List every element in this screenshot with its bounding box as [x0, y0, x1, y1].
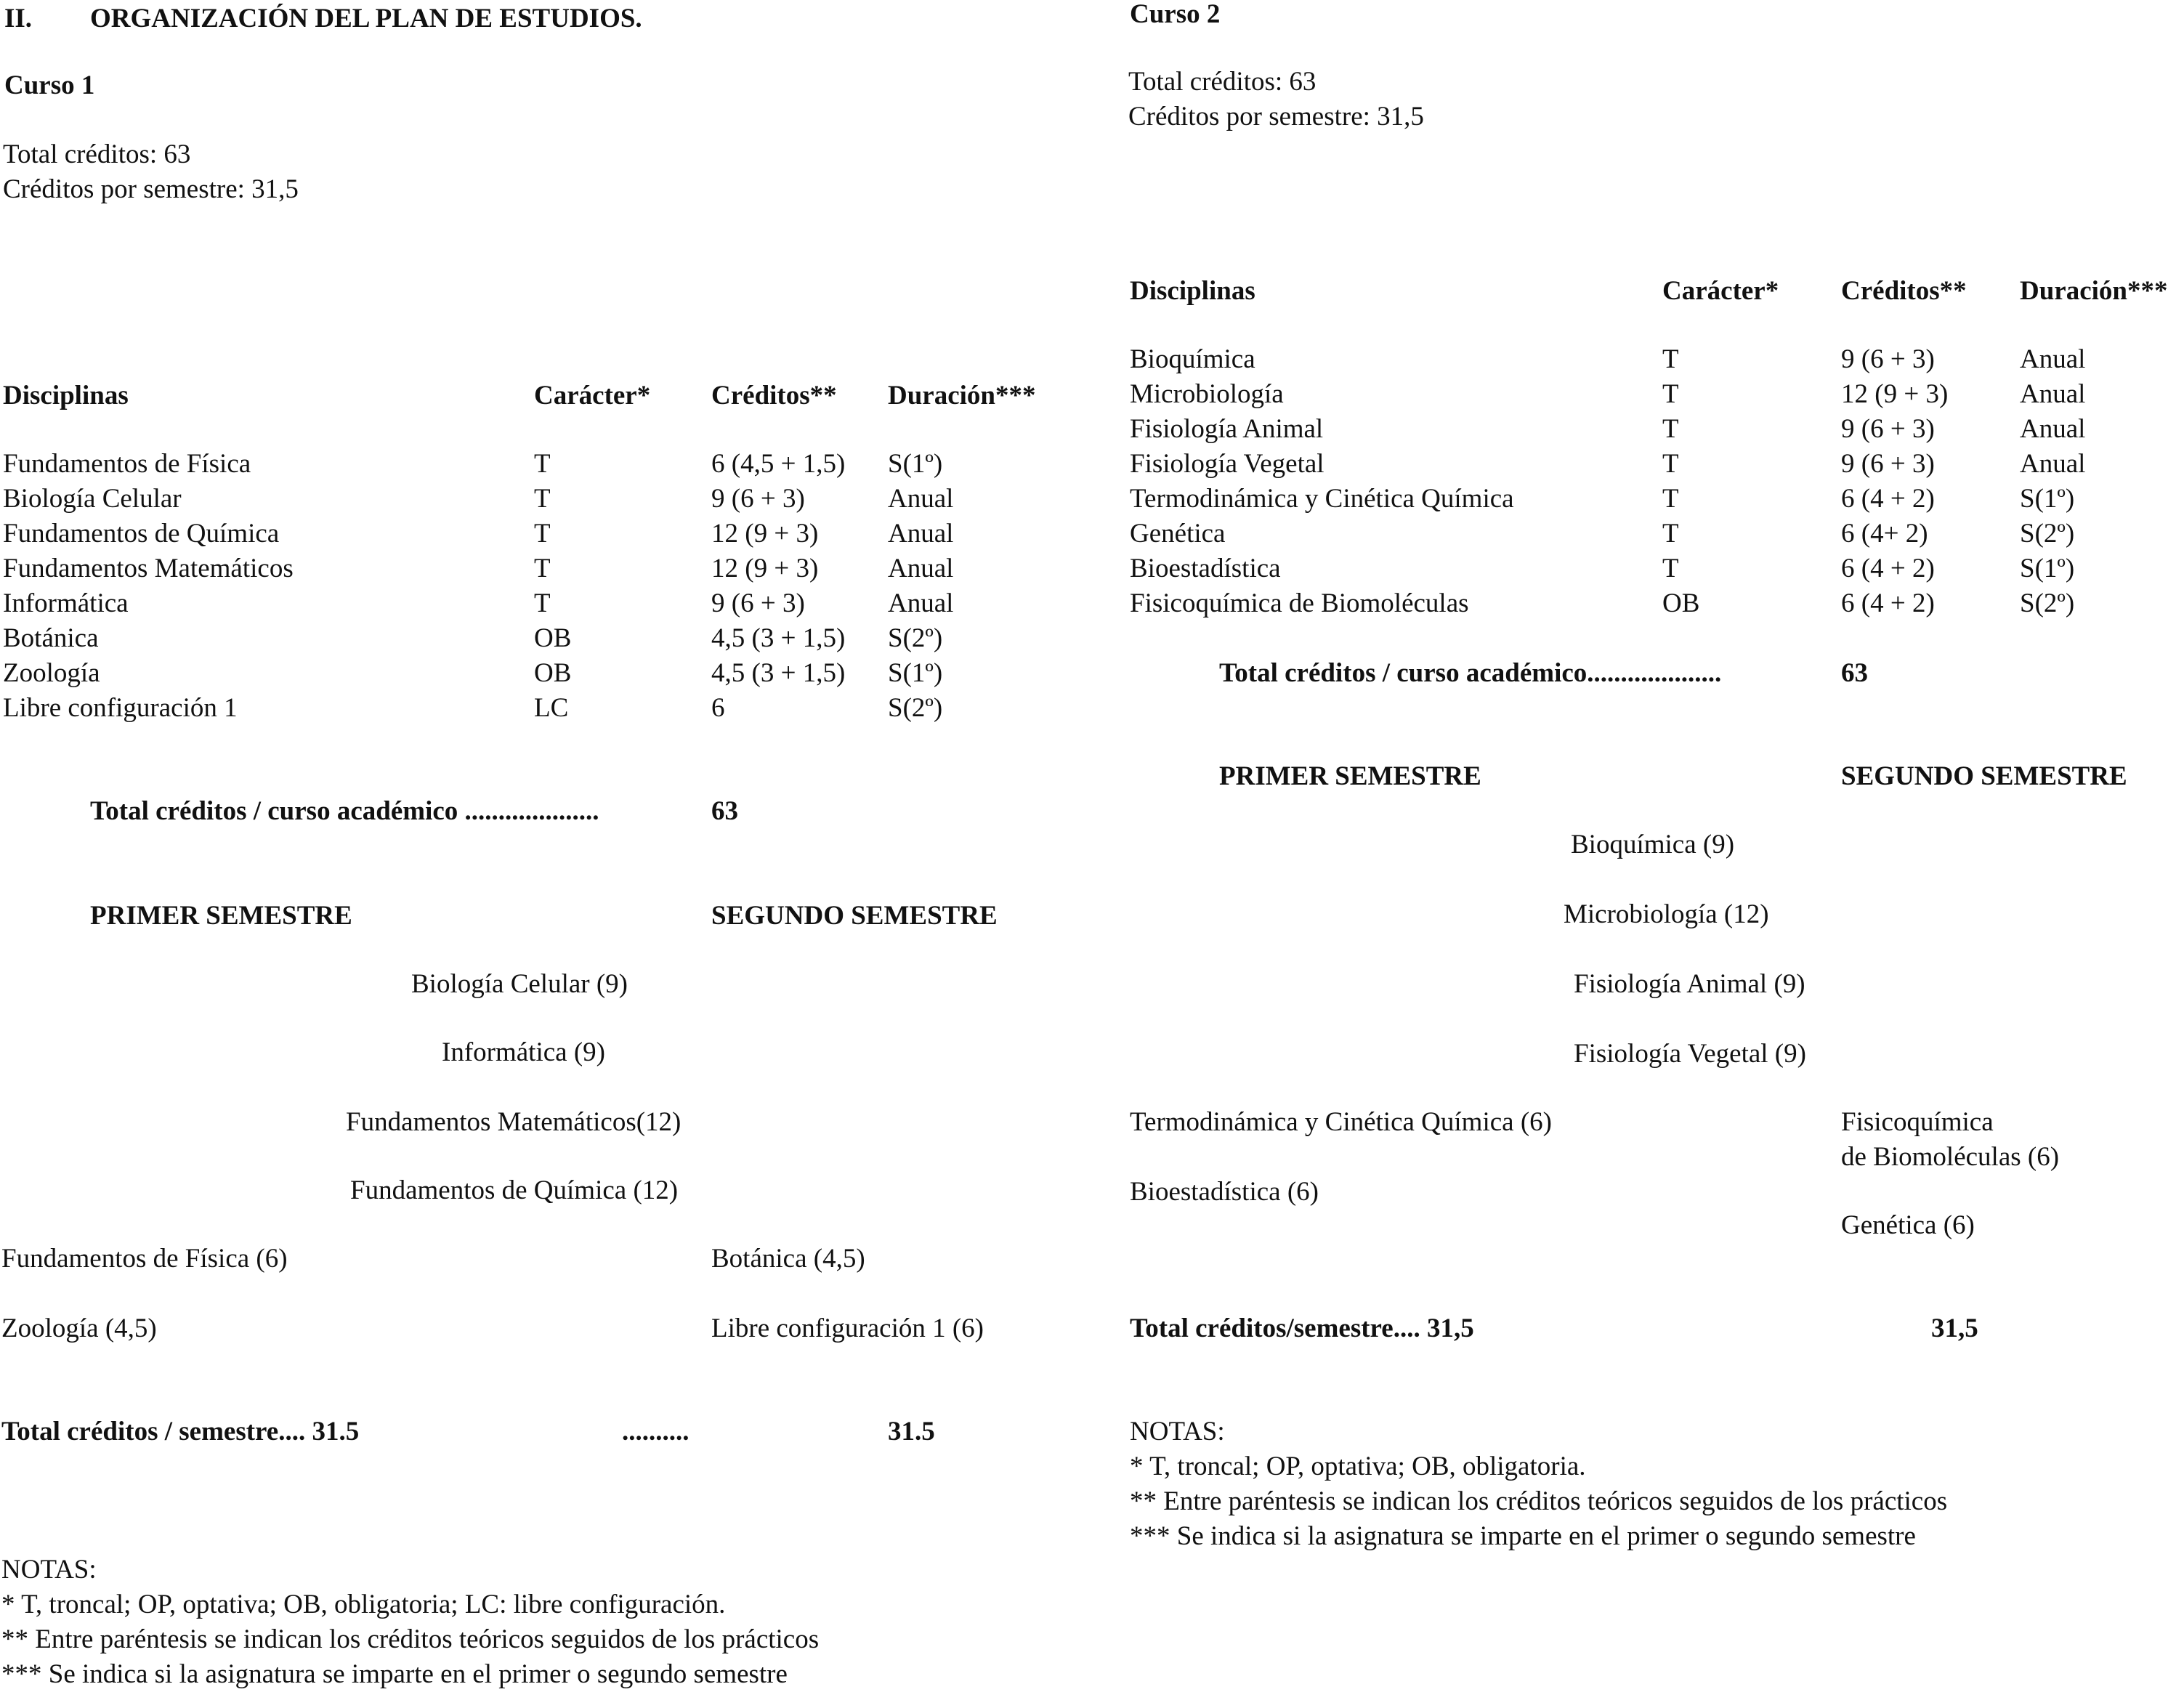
- header-caracter: Carácter*: [534, 381, 651, 410]
- row-caracter: T: [1662, 554, 1679, 583]
- row-caracter: T: [534, 484, 551, 514]
- curso2-annual-item: Bioquímica (9): [1571, 830, 1735, 859]
- row-duracion: S(2º): [2020, 519, 2075, 549]
- row-creditos: 12 (9 + 3): [1841, 379, 1949, 409]
- row-duracion: S(2º): [888, 693, 943, 723]
- row-duracion: Anual: [888, 519, 954, 549]
- row-creditos: 6 (4 + 2): [1841, 554, 1935, 583]
- row-disciplina: Fisiología Vegetal: [1130, 449, 1324, 479]
- curso2-sem2-item-line: de Biomoléculas (6): [1841, 1142, 2060, 1172]
- row-disciplina: Fisiología Animal: [1130, 414, 1324, 444]
- row-creditos: 6 (4 + 2): [1841, 588, 1935, 618]
- header-duracion: Duración***: [888, 381, 1036, 410]
- row-duracion: S(1º): [888, 658, 943, 688]
- curso2-sem2-item-line: Fisicoquímica: [1841, 1107, 1994, 1137]
- curso2-total-value: 63: [1841, 658, 1868, 688]
- row-caracter: T: [1662, 519, 1679, 549]
- curso1-annual-item: Fundamentos Matemáticos(12): [346, 1107, 682, 1137]
- curso2-total-semestre-2: 31,5: [1931, 1313, 1978, 1343]
- row-creditos: 6 (4+ 2): [1841, 519, 1928, 549]
- curso2-annual-item: Fisiología Animal (9): [1574, 969, 1805, 999]
- row-creditos: 9 (6 + 3): [1841, 414, 1935, 444]
- row-caracter: T: [534, 554, 551, 583]
- row-duracion: Anual: [2020, 379, 2086, 409]
- row-disciplina: Fisicoquímica de Biomoléculas: [1130, 588, 1469, 618]
- curso1-note: * T, troncal; OP, optativa; OB, obligatoria; LC: libre configuración.: [1, 1590, 726, 1619]
- curso2-sem2-item: Genética (6): [1841, 1210, 1975, 1240]
- curso1-annual-item: Informática (9): [442, 1037, 605, 1067]
- row-duracion: S(1º): [2020, 484, 2075, 514]
- row-caracter: T: [1662, 414, 1679, 444]
- row-duracion: S(1º): [888, 449, 943, 479]
- row-caracter: OB: [534, 658, 572, 688]
- row-duracion: S(1º): [2020, 554, 2075, 583]
- curso2-annual-item: Microbiología (12): [1564, 899, 1769, 929]
- curso1-notes-title: NOTAS:: [1, 1555, 97, 1584]
- curso2-primer-semestre: PRIMER SEMESTRE: [1219, 761, 1481, 791]
- row-duracion: Anual: [888, 588, 954, 618]
- section-number: II.: [4, 4, 33, 33]
- row-disciplina: Botánica: [3, 623, 99, 653]
- row-disciplina: Libre configuración 1: [3, 693, 238, 723]
- curso1-segundo-semestre: SEGUNDO SEMESTRE: [711, 901, 998, 931]
- curso1-annual-item: Biología Celular (9): [411, 969, 628, 999]
- curso2-sem2-item: [1841, 1105, 2059, 1175]
- curso2-semester-credits: Créditos por semestre: 31,5: [1128, 102, 1424, 131]
- curso1-note: ** Entre paréntesis se indican los créditos teóricos seguidos de los prácticos: [1, 1624, 820, 1654]
- curso2-note: ** Entre paréntesis se indican los créditos teóricos seguidos de los prácticos: [1130, 1486, 1948, 1516]
- curso1-sem2-item: Botánica (4,5): [711, 1244, 865, 1274]
- row-duracion: S(2º): [2020, 588, 2075, 618]
- curso2-sem1-item: Bioestadística (6): [1130, 1177, 1319, 1207]
- row-disciplina: Genética: [1130, 519, 1226, 549]
- curso2-title: Curso 2: [1130, 0, 1221, 29]
- row-caracter: T: [1662, 344, 1679, 374]
- curso2-total-credits: Total créditos: 63: [1128, 67, 1317, 97]
- row-caracter: T: [1662, 484, 1679, 514]
- row-creditos: 12 (9 + 3): [711, 519, 819, 549]
- row-duracion: Anual: [888, 554, 954, 583]
- curso1-annual-item: Fundamentos de Química (12): [350, 1175, 679, 1205]
- header-duracion: Duración***: [2020, 276, 2168, 306]
- row-disciplina: Bioestadística: [1130, 554, 1281, 583]
- curso2-total-label: Total créditos / curso académico....................: [1219, 658, 1722, 688]
- row-disciplina: Fundamentos de Química: [3, 519, 280, 549]
- row-creditos: 4,5 (3 + 1,5): [711, 658, 846, 688]
- row-caracter: OB: [1662, 588, 1700, 618]
- row-disciplina: Fundamentos Matemáticos: [3, 554, 294, 583]
- row-disciplina: Termodinámica y Cinética Química: [1130, 484, 1514, 514]
- row-caracter: T: [1662, 379, 1679, 409]
- row-caracter: LC: [534, 693, 569, 723]
- row-creditos: 6: [711, 693, 725, 723]
- header-creditos: Créditos**: [711, 381, 837, 410]
- row-creditos: 9 (6 + 3): [1841, 449, 1935, 479]
- curso1-primer-semestre: PRIMER SEMESTRE: [90, 901, 352, 931]
- row-caracter: T: [1662, 449, 1679, 479]
- row-creditos: 6 (4,5 + 1,5): [711, 449, 846, 479]
- curso2-segundo-semestre: SEGUNDO SEMESTRE: [1841, 761, 2127, 791]
- curso1-sem2-item: Libre configuración 1 (6): [711, 1313, 984, 1343]
- row-creditos: 9 (6 + 3): [1841, 344, 1935, 374]
- row-creditos: 4,5 (3 + 1,5): [711, 623, 846, 653]
- row-caracter: T: [534, 519, 551, 549]
- curso1-total-credits: Total créditos: 63: [3, 139, 191, 169]
- row-duracion: Anual: [888, 484, 954, 514]
- row-disciplina: Fundamentos de Física: [3, 449, 251, 479]
- row-duracion: Anual: [2020, 344, 2086, 374]
- curso2-annual-item: Fisiología Vegetal (9): [1574, 1039, 1806, 1069]
- row-creditos: 9 (6 + 3): [711, 484, 805, 514]
- header-creditos: Créditos**: [1841, 276, 1967, 306]
- row-disciplina: Bioquímica: [1130, 344, 1255, 374]
- header-disciplinas: Disciplinas: [3, 381, 129, 410]
- row-disciplina: Informática: [3, 588, 129, 618]
- curso1-total-label: Total créditos / curso académico ....................: [90, 796, 599, 826]
- row-creditos: 6 (4 + 2): [1841, 484, 1935, 514]
- row-duracion: Anual: [2020, 414, 2086, 444]
- curso1-note: *** Se indica si la asignatura se imparte en el primer o segundo semestre: [1, 1659, 788, 1689]
- curso1-total-semestre-2: 31.5: [888, 1417, 935, 1446]
- row-caracter: T: [534, 588, 551, 618]
- header-caracter: Carácter*: [1662, 276, 1779, 306]
- header-disciplinas: Disciplinas: [1130, 276, 1255, 306]
- row-disciplina: Zoología: [3, 658, 100, 688]
- curso1-total-value: 63: [711, 796, 738, 826]
- curso1-sem1-item: Fundamentos de Física (6): [1, 1244, 288, 1274]
- curso2-note: * T, troncal; OP, optativa; OB, obligatoria.: [1130, 1452, 1586, 1481]
- curso1-total-semestre: Total créditos / semestre.... 31.5: [1, 1417, 360, 1446]
- curso1-sem1-item: Zoología (4,5): [1, 1313, 157, 1343]
- curso2-note: *** Se indica si la asignatura se imparte en el primer o segundo semestre: [1130, 1521, 1916, 1551]
- curso1-semester-credits: Créditos por semestre: 31,5: [3, 174, 299, 204]
- curso2-total-semestre: Total créditos/semestre.... 31,5: [1130, 1313, 1474, 1343]
- row-caracter: OB: [534, 623, 572, 653]
- curso1-title: Curso 1: [4, 70, 95, 100]
- row-caracter: T: [534, 449, 551, 479]
- row-creditos: 12 (9 + 3): [711, 554, 819, 583]
- curso2-sem1-item: Termodinámica y Cinética Química (6): [1130, 1107, 1552, 1137]
- section-heading: ORGANIZACIÓN DEL PLAN DE ESTUDIOS.: [90, 4, 642, 33]
- row-creditos: 9 (6 + 3): [711, 588, 805, 618]
- row-disciplina: Microbiología: [1130, 379, 1284, 409]
- curso2-notes-title: NOTAS:: [1130, 1417, 1225, 1446]
- row-duracion: S(2º): [888, 623, 943, 653]
- curso1-total-semestre-dots: ..........: [622, 1417, 689, 1446]
- row-duracion: Anual: [2020, 449, 2086, 479]
- row-disciplina: Biología Celular: [3, 484, 182, 514]
